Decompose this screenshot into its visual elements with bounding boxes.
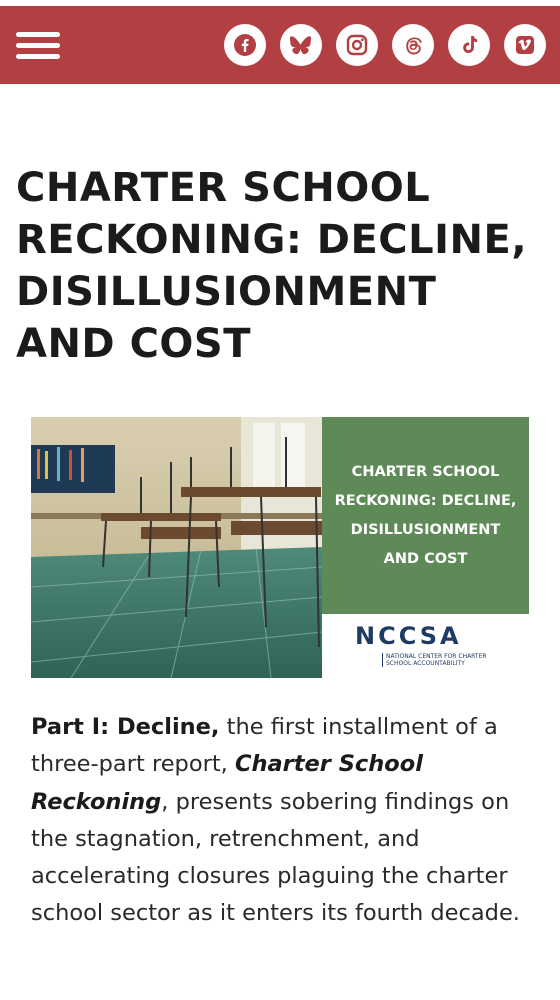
tiktok-icon[interactable] — [448, 24, 490, 66]
menu-line — [16, 43, 60, 48]
logo-subtitle: NATIONAL CENTER FOR CHARTER SCHOOL ACCOUNTABILITY — [382, 653, 512, 667]
intro-text-1: the first installment of a three-part report, — [31, 714, 498, 778]
site-header — [0, 6, 560, 84]
hamburger-menu-icon[interactable] — [16, 28, 62, 64]
classroom-photo — [31, 417, 322, 678]
nccsa-logo — [322, 614, 529, 678]
intro-paragraph — [31, 709, 536, 933]
social-links — [224, 24, 546, 66]
instagram-icon[interactable] — [336, 24, 378, 66]
panel-title: CHARTER SCHOOL RECKONING: DECLINE, DISILLUSIONMENT AND COST — [334, 463, 517, 567]
intro-text-2: , presents sobering findings on the stagnation, retrenchment, and accelerating closures plaguing the charter school sector as it enters its fourth decade. — [31, 788, 520, 927]
menu-line — [16, 32, 60, 37]
report-title-panel — [322, 417, 529, 614]
intro-lead: Part I: Decline, — [31, 714, 220, 740]
hero-image — [31, 417, 529, 678]
vimeo-icon[interactable] — [504, 24, 546, 66]
bluesky-icon[interactable] — [280, 24, 322, 66]
page-title: CHARTER SCHOOL RECKONING: DECLINE, DISILLUSIONMENT AND COST — [16, 165, 528, 367]
menu-line — [16, 54, 60, 59]
facebook-icon[interactable] — [224, 24, 266, 66]
threads-icon[interactable] — [392, 24, 434, 66]
report-name: Charter School Reckoning — [31, 751, 423, 815]
logo-wordmark: NCCSA — [355, 622, 462, 650]
